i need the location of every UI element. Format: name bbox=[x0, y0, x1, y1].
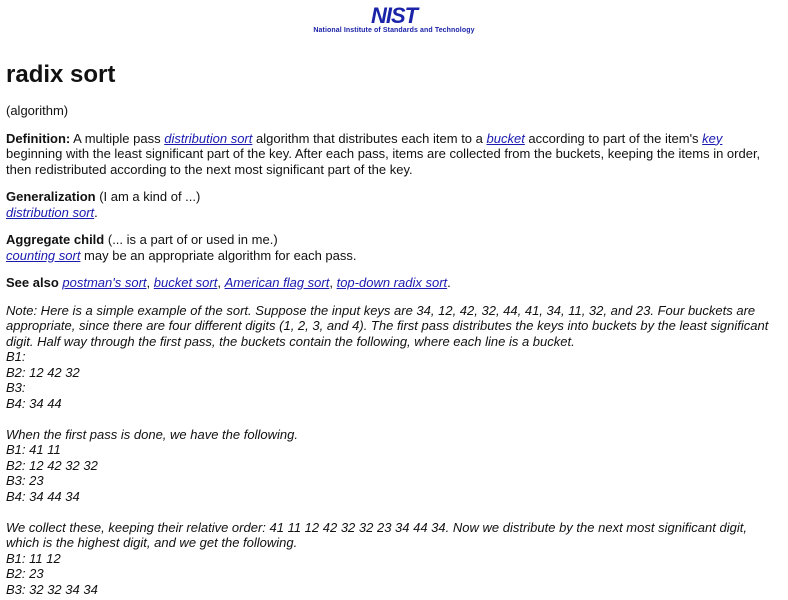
generalization-label: Generalization bbox=[6, 189, 96, 204]
bucket-line: B4: 34 44 bbox=[6, 395, 62, 411]
see-also-sep: , bbox=[217, 275, 225, 290]
definition-text-3: according to part of the item's bbox=[524, 130, 703, 146]
bucket-line: B2: 23 bbox=[6, 566, 44, 581]
note-intro: Note: Here is a simple example of the sort. Suppose the input keys are 34, 12, 42, 32, 44, 41, 34, 11, 32, and 23. Four buckets are appropriate, since there are four different digits (1, 2, 3, and 4). The first pass distributes the keys into buckets by the least significant digit. Half way through the first pass, the buckets contain the following, where each line is a bucket. bbox=[6, 302, 769, 349]
link-postmans-sort[interactable]: postman's sort bbox=[62, 275, 147, 290]
bucket-line: B1: 41 11 bbox=[6, 442, 61, 457]
bucket-line: B2: 12 42 32 32 bbox=[6, 457, 98, 473]
definition-text-4: beginning with the least significant part of the key. After each pass, items are collected from the buckets, keeping the items in order, then redistributed according to the next most significant part of the key. bbox=[6, 146, 761, 177]
definition-text-1: A multiple pass bbox=[70, 130, 165, 146]
link-bucket-sort[interactable]: bucket sort bbox=[153, 275, 218, 290]
aggregate-child-label: Aggregate child bbox=[6, 232, 105, 247]
aggregate-child-paragraph bbox=[6, 232, 782, 263]
category-line: (algorithm) bbox=[6, 103, 69, 118]
bucket-line: B4: 34 44 34 bbox=[6, 488, 80, 504]
link-counting-sort[interactable]: counting sort bbox=[6, 247, 81, 263]
see-also-sep: , bbox=[329, 275, 337, 290]
note-section bbox=[6, 303, 782, 598]
link-key[interactable]: key bbox=[702, 130, 723, 146]
link-generalization-distribution-sort[interactable]: distribution sort bbox=[6, 204, 95, 220]
generalization-paragraph bbox=[6, 189, 782, 220]
link-american-flag-sort[interactable]: American flag sort bbox=[224, 275, 330, 290]
aggregate-child-suffix: (... is a part of or used in me.) bbox=[104, 232, 278, 247]
generalization-suffix: (I am a kind of ...) bbox=[95, 189, 201, 204]
bucket-line: B3: 23 bbox=[6, 473, 44, 488]
page-title: radix sort bbox=[6, 61, 116, 88]
link-top-down-radix-sort[interactable]: top-down radix sort bbox=[336, 275, 448, 290]
bucket-line: B3: bbox=[6, 380, 26, 395]
definition-label: Definition: bbox=[6, 130, 71, 146]
see-also-end: . bbox=[447, 275, 451, 290]
nist-logo[interactable] bbox=[0, 0, 788, 40]
link-distribution-sort[interactable]: distribution sort bbox=[164, 130, 253, 146]
definition-text-2: algorithm that distributes each item to a bbox=[252, 130, 487, 146]
see-also-sep: , bbox=[146, 275, 154, 290]
link-bucket[interactable]: bucket bbox=[486, 130, 525, 146]
main-content bbox=[0, 61, 788, 597]
aggregate-child-text: may be an appropriate algorithm for each pass. bbox=[80, 247, 357, 263]
bucket-line: B1: 11 12 bbox=[6, 550, 61, 566]
nist-logo-mark: NIST bbox=[370, 3, 418, 28]
note-collect: We collect these, keeping their relative order: 41 11 12 42 32 32 23 34 44 34. Now we distribute by the next most significant digit, which is the highest digit, and we get the following. bbox=[6, 519, 747, 550]
see-also-paragraph bbox=[6, 275, 782, 291]
definition-paragraph bbox=[6, 131, 782, 178]
see-also-label: See also bbox=[6, 275, 59, 290]
bucket-line: B3: 32 32 34 34 bbox=[6, 581, 98, 597]
generalization-end: . bbox=[94, 204, 98, 220]
bucket-line: B2: 12 42 32 bbox=[6, 364, 80, 380]
bucket-line: B1: bbox=[6, 349, 26, 364]
note-after-first-pass: When the first pass is done, we have the following. bbox=[6, 426, 298, 442]
nist-logo-subtitle: National Institute of Standards and Technology bbox=[313, 27, 475, 34]
